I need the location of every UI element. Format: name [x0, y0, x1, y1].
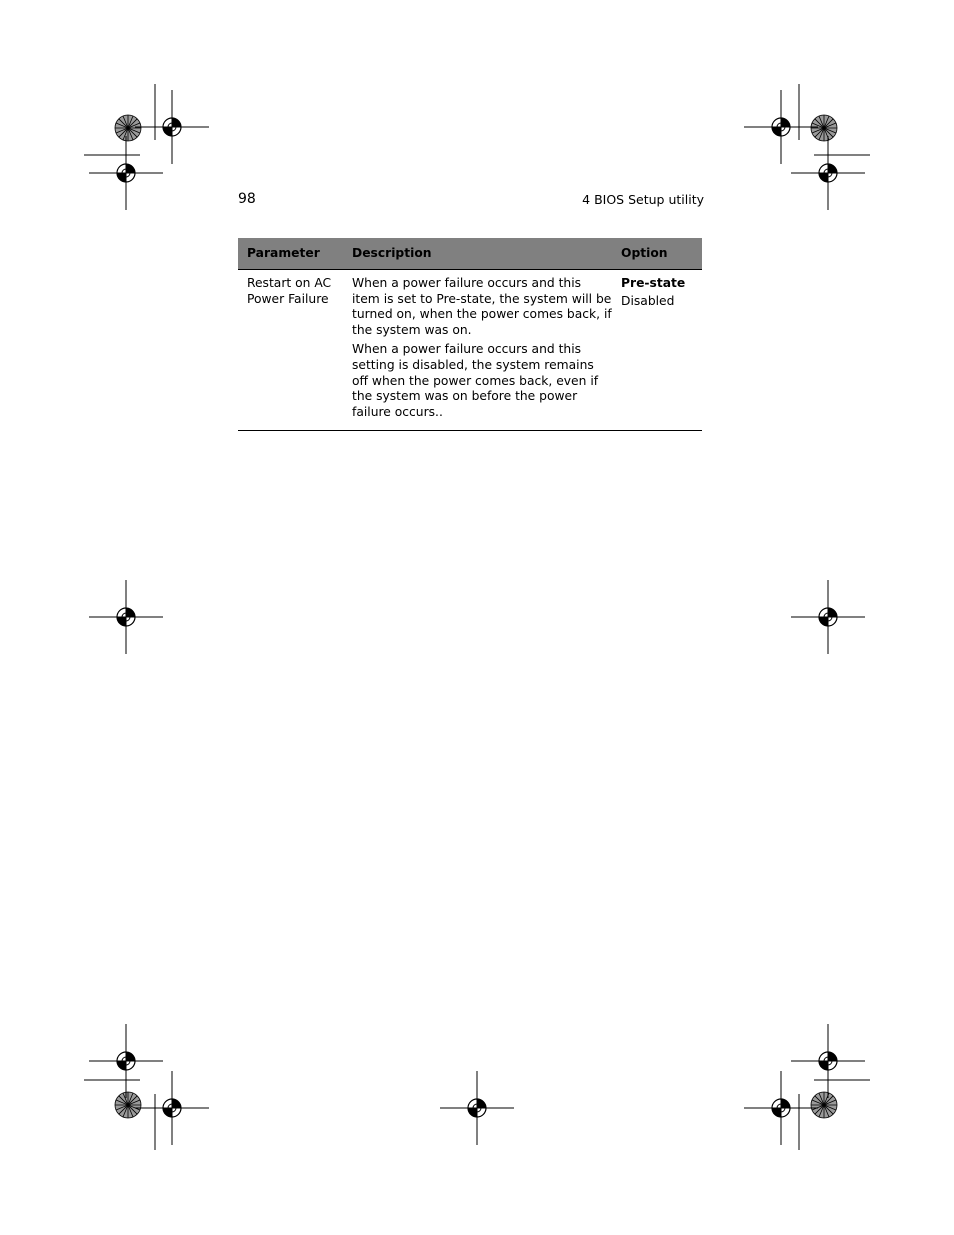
registration-mark-icon: [744, 1071, 818, 1145]
star-target-icon: [811, 1092, 837, 1118]
column-header-parameter: Parameter: [238, 238, 343, 270]
registration-mark-icon: [791, 136, 865, 210]
star-target-icon: [115, 1092, 141, 1118]
column-header-description: Description: [343, 238, 612, 270]
registration-mark-icon: [89, 580, 163, 654]
registration-mark-icon: [791, 1024, 865, 1098]
option-value: Disabled: [621, 293, 675, 308]
registration-mark-icon: [135, 1071, 209, 1145]
column-header-option: Option: [612, 238, 702, 270]
table-row: [238, 270, 702, 431]
table-header-row: [238, 238, 702, 270]
star-target-icon: [811, 115, 837, 141]
registration-mark-icon: [135, 90, 209, 164]
registration-mark-icon: [744, 90, 818, 164]
star-target-icon: [115, 115, 141, 141]
chapter-title: 4 BIOS Setup utility: [582, 192, 704, 207]
registration-mark-icon: [89, 136, 163, 210]
registration-mark-icon: [89, 1024, 163, 1098]
description-paragraph: When a power failure occurs and this item is set to Pre-state, the system will be turned on, when the power comes back, if the system was on.: [352, 276, 612, 337]
bios-parameter-table: [238, 238, 702, 431]
page-number: 98: [238, 191, 256, 207]
registration-mark-icon: [440, 1071, 514, 1145]
default-option: Pre-state: [621, 276, 686, 290]
parameter-cell: Restart on AC Power Failure: [238, 270, 343, 431]
description-paragraph: When a power failure occurs and this setting is disabled, the system remains off when the power comes back, even if the system was on before the power failure occurs..: [352, 342, 599, 419]
registration-mark-icon: [791, 580, 865, 654]
description-cell: [343, 270, 612, 431]
option-cell: [612, 270, 702, 431]
